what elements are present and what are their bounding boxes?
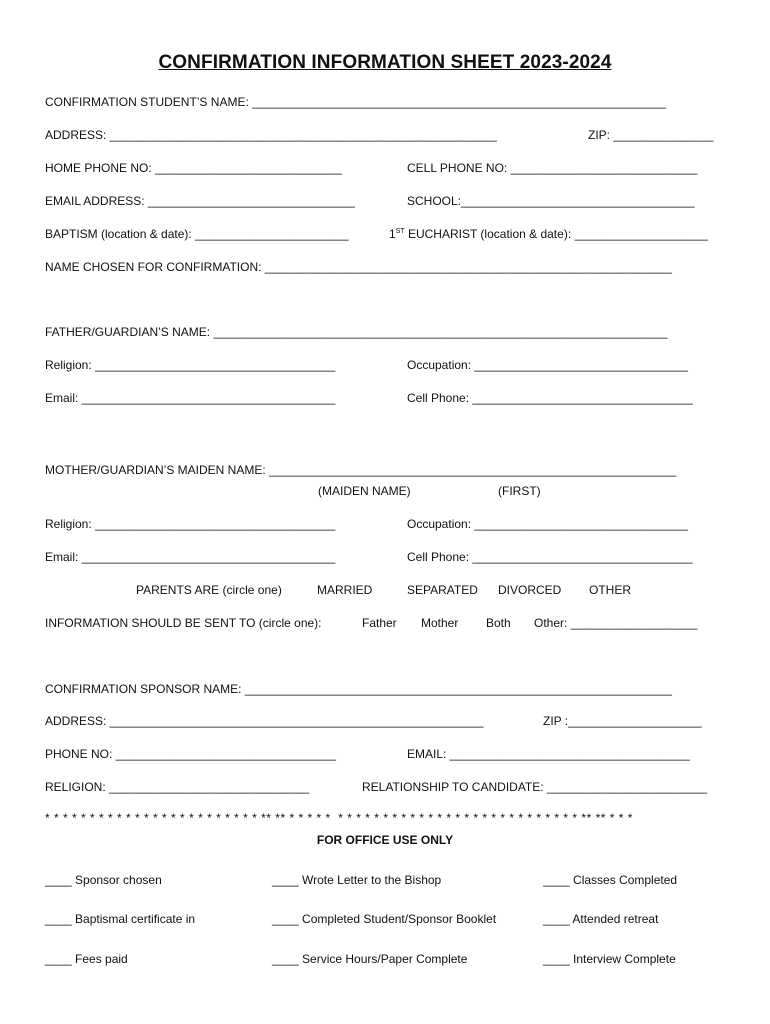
father-cell-field[interactable]: Cell Phone: _________________________________ <box>407 391 693 405</box>
star-divider: * * * * * * * * * * * * * * * * * * * * * * * * ** ** * * * * * * * * * * * * * * * * * * * * * * * * * * * * * * * * ** ** * * * <box>45 811 633 825</box>
email-address-field[interactable]: EMAIL ADDRESS: _______________________________ <box>45 194 355 208</box>
office-item-baptismal-cert[interactable]: ____ Baptismal certificate in <box>45 912 196 926</box>
mother-email-field[interactable]: Email: ______________________________________ <box>45 550 336 564</box>
eucharist-field[interactable] <box>389 227 708 241</box>
office-item-interview[interactable]: ____ Interview Complete <box>543 952 676 966</box>
sponsor-phone-field[interactable]: PHONE NO: _________________________________ <box>45 747 336 761</box>
eucharist-number: 1 <box>389 227 396 241</box>
mother-occupation-field[interactable]: Occupation: ________________________________ <box>407 517 688 531</box>
father-name-field[interactable]: FATHER/GUARDIAN’S NAME: ____________________________________________________________________ <box>45 325 668 339</box>
cell-phone-field[interactable]: CELL PHONE NO: ____________________________ <box>407 161 698 175</box>
office-item-sponsor-chosen[interactable]: ____ Sponsor chosen <box>45 873 162 887</box>
option-mother[interactable]: Mother <box>421 616 459 630</box>
info-sent-label: INFORMATION SHOULD BE SENT TO (circle one): <box>45 616 322 630</box>
sponsor-address-field[interactable]: ADDRESS: ________________________________________________________ <box>45 714 484 728</box>
maiden-name-caption: (MAIDEN NAME) <box>318 484 411 498</box>
school-field[interactable]: SCHOOL:___________________________________ <box>407 194 695 208</box>
student-address-field[interactable]: ADDRESS: __________________________________________________________ <box>45 128 497 142</box>
form-title: CONFIRMATION INFORMATION SHEET 2023-2024 <box>158 52 612 73</box>
option-both[interactable]: Both <box>486 616 511 630</box>
sponsor-religion-field[interactable]: RELIGION: ______________________________ <box>45 780 310 794</box>
info-other-field[interactable]: Other: ___________________ <box>534 616 698 630</box>
option-divorced[interactable]: DIVORCED <box>498 583 562 597</box>
mother-name-field[interactable]: MOTHER/GUARDIAN’S MAIDEN NAME: _____________________________________________________________ <box>45 463 677 477</box>
office-use-heading: FOR OFFICE USE ONLY <box>316 833 454 847</box>
office-item-retreat[interactable]: ____ Attended retreat <box>543 912 659 926</box>
option-married[interactable]: MARRIED <box>317 583 373 597</box>
father-religion-field[interactable]: Religion: ____________________________________ <box>45 358 336 372</box>
sponsor-email-field[interactable]: EMAIL: ____________________________________ <box>407 747 690 761</box>
office-item-classes[interactable]: ____ Classes Completed <box>543 873 678 887</box>
student-name-field[interactable]: CONFIRMATION STUDENT’S NAME: ______________________________________________________________ <box>45 95 666 109</box>
parents-status-label: PARENTS ARE (circle one) <box>136 583 282 597</box>
office-item-bishop-letter[interactable]: ____ Wrote Letter to the Bishop <box>272 873 442 887</box>
office-item-service-hours[interactable]: ____ Service Hours/Paper Complete <box>272 952 468 966</box>
sponsor-zip-field[interactable]: ZIP :____________________ <box>543 714 702 728</box>
father-email-field[interactable]: Email: ______________________________________ <box>45 391 336 405</box>
mother-religion-field[interactable]: Religion: ____________________________________ <box>45 517 336 531</box>
father-occupation-field[interactable]: Occupation: ________________________________ <box>407 358 688 372</box>
option-separated[interactable]: SEPARATED <box>407 583 478 597</box>
baptism-field[interactable]: BAPTISM (location & date): _______________________ <box>45 227 349 241</box>
option-other-status[interactable]: OTHER <box>589 583 631 597</box>
option-father[interactable]: Father <box>362 616 397 630</box>
student-zip-field[interactable]: ZIP: _______________ <box>588 128 714 142</box>
confirmation-name-field[interactable]: NAME CHOSEN FOR CONFIRMATION: _____________________________________________________________ <box>45 260 672 274</box>
office-item-fees[interactable]: ____ Fees paid <box>45 952 128 966</box>
eucharist-label: EUCHARIST (location & date): ____________________ <box>404 227 708 241</box>
home-phone-field[interactable]: HOME PHONE NO: ____________________________ <box>45 161 342 175</box>
sponsor-name-field[interactable]: CONFIRMATION SPONSOR NAME: ________________________________________________________________ <box>45 682 672 696</box>
first-name-caption: (FIRST) <box>498 484 541 498</box>
office-item-booklet[interactable]: ____ Completed Student/Sponsor Booklet <box>272 912 497 926</box>
eucharist-superscript: ST <box>395 228 405 235</box>
relationship-field[interactable]: RELATIONSHIP TO CANDIDATE: ________________________ <box>362 780 708 794</box>
mother-cell-field[interactable]: Cell Phone: _________________________________ <box>407 550 693 564</box>
